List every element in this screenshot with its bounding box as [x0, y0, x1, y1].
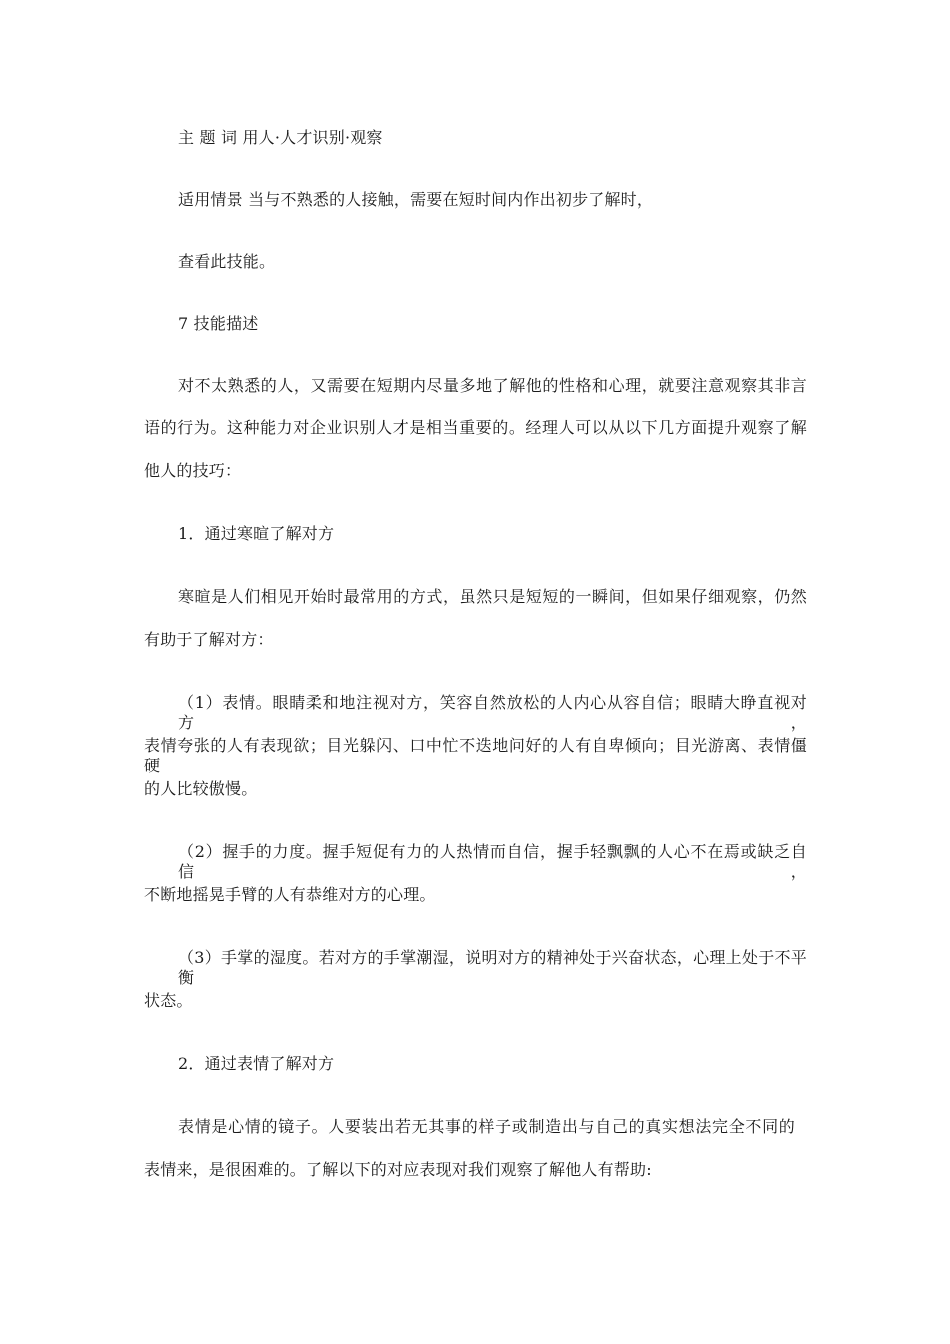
- paragraph-intro-line-2: 语的行为。这种能力对企业识别人才是相当重要的。经理人可以从以下几方面提升观察了解: [144, 418, 807, 437]
- item-palm-moisture-line-1: （3）手掌的湿度。若对方的手掌潮湿，说明对方的精神处于兴奋状态，心理上处于不平衡: [178, 948, 807, 987]
- paragraph-greeting-line-1: 寒暄是人们相见开始时最常用的方式，虽然只是短短的一瞬间，但如果仔细观察，仍然: [178, 587, 807, 606]
- paragraph-expression-line-1: 表情是心情的镜子。人要装出若无其事的样子或制造出与自己的真实想法完全不同的: [178, 1117, 795, 1136]
- heading-expression: 2．通过表情了解对方: [178, 1054, 335, 1073]
- item-palm-moisture-line-2: 状态。: [144, 991, 193, 1010]
- heading-greeting: 1．通过寒暄了解对方: [178, 524, 335, 543]
- item-handshake-line-2: 不断地摇晃手臂的人有恭维对方的心理。: [144, 885, 436, 904]
- paragraph-greeting-line-2: 有助于了解对方：: [144, 630, 274, 649]
- applicable-scenario-continuation: 查看此技能。: [178, 252, 276, 271]
- item-expression-line-2: 表情夸张的人有表现欲；目光躲闪、口中忙不迭地问好的人有自卑倾向；目光游离、表情僵硬: [144, 736, 807, 775]
- item-expression-line-3: 的人比较傲慢。: [144, 779, 258, 798]
- paragraph-expression-line-2: 表情来，是很困难的。了解以下的对应表现对我们观察了解他人有帮助:: [144, 1160, 652, 1179]
- subject-keywords-line: 主 题 词 用人·人才识别·观察: [178, 128, 383, 147]
- applicable-scenario-line: 适用情景 当与不熟悉的人接触，需要在短时间内作出初步了解时，: [178, 190, 654, 209]
- item-expression-line-1: （1）表情。眼睛柔和地注视对方，笑容自然放松的人内心从容自信；眼睛大睁直视对方，: [178, 693, 807, 732]
- paragraph-intro-line-3: 他人的技巧：: [144, 461, 242, 480]
- paragraph-intro-line-1: 对不太熟悉的人，又需要在短期内尽量多地了解他的性格和心理，就要注意观察其非言: [178, 376, 807, 395]
- item-handshake-line-1: （2）握手的力度。握手短促有力的人热情而自信，握手轻飘飘的人心不在焉或缺乏自信，: [178, 842, 807, 881]
- section-heading-skill-description: 7 技能描述: [178, 314, 259, 333]
